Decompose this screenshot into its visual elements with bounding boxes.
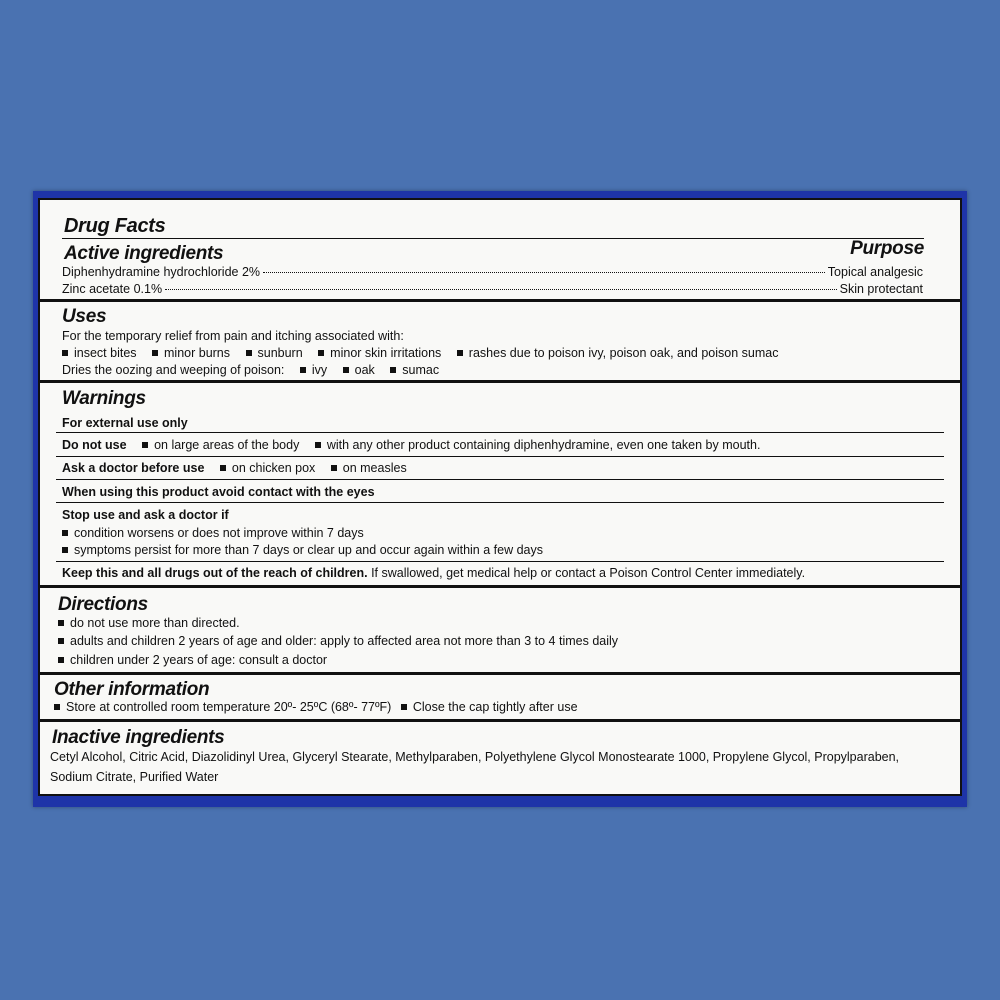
inactive-ingredients-line: Cetyl Alcohol, Citric Acid, Diazolidinyl Urea, Glyceryl Stearate, Methylparaben, Polyethylene Glycol Monostearate 1000, Propylene Glycol, Propylparaben,: [50, 750, 900, 764]
ask-doctor-label: Ask a doctor before use: [62, 461, 205, 475]
active-ingredients-heading: Active ingredients: [64, 243, 224, 264]
use-item: minor skin irritations: [330, 346, 442, 360]
warning-rule: [56, 479, 944, 480]
bullet-icon: [220, 465, 226, 471]
dot-leader: [263, 272, 825, 273]
ask-doctor-item: on measles: [342, 461, 407, 475]
section-divider: [40, 299, 960, 302]
bullet-icon: [152, 350, 158, 356]
direction-item: [58, 616, 240, 631]
bullet-icon: [58, 620, 64, 626]
stop-use-text: symptoms persist for more than 7 days or clear up and occur again within a few days: [74, 543, 543, 557]
use-item: minor burns: [164, 346, 231, 360]
when-using: When using this product avoid contact with the eyes: [62, 485, 375, 499]
stop-use-label: Stop use and ask a doctor if: [62, 508, 229, 522]
bullet-icon: [62, 350, 68, 356]
drug-facts-label: [38, 198, 962, 796]
bullet-icon: [62, 530, 68, 536]
do-not-use-label: Do not use: [62, 438, 127, 452]
keep-bold: Keep this and all drugs out of the reach of children.: [62, 566, 368, 580]
other-information-heading: Other information: [54, 679, 210, 700]
bullet-icon: [318, 350, 324, 356]
ingredient-purpose: Skin protectant: [839, 282, 923, 296]
use-item: rashes due to poison ivy, poison oak, and poison sumac: [468, 346, 779, 360]
use-item: insect bites: [74, 346, 137, 360]
other-information-line: [54, 700, 578, 715]
keep-rest: If swallowed, get medical help or contact a Poison Control Center immediately.: [371, 566, 806, 580]
section-divider: [40, 719, 960, 722]
active-ingredient-row: [62, 265, 923, 280]
do-not-use-item: with any other product containing diphenhydramine, even one taken by mouth.: [326, 438, 761, 452]
external-use: For external use only: [62, 416, 188, 430]
purpose-heading: Purpose: [850, 238, 924, 259]
bullet-icon: [58, 638, 64, 644]
bullet-icon: [401, 704, 407, 710]
bullet-icon: [300, 367, 306, 373]
section-divider: [40, 672, 960, 675]
use-item: sunburn: [257, 346, 303, 360]
bullet-icon: [62, 547, 68, 553]
keep-out-of-reach: [62, 566, 805, 581]
uses-heading: Uses: [62, 306, 107, 327]
ingredient-name: Diphenhydramine hydrochloride 2%: [62, 265, 261, 279]
inactive-ingredients-line: Sodium Citrate, Purified Water: [50, 770, 219, 784]
stop-use-item: [62, 526, 364, 541]
other-information-item: Store at controlled room temperature 20º- 25ºC (68º- 77ºF): [66, 700, 392, 714]
bullet-icon: [331, 465, 337, 471]
bullet-icon: [343, 367, 349, 373]
warning-rule: [56, 432, 944, 433]
dries-item: sumac: [402, 363, 440, 377]
dries-line: [62, 363, 439, 378]
stop-use-text: condition worsens or does not improve within 7 days: [74, 526, 364, 540]
uses-intro: For the temporary relief from pain and itching associated with:: [62, 329, 404, 343]
do-not-use-item: on large areas of the body: [154, 438, 300, 452]
section-divider: [40, 380, 960, 383]
bullet-icon: [142, 442, 148, 448]
other-information-item: Close the cap tightly after use: [412, 700, 578, 714]
warning-rule: [56, 456, 944, 457]
direction-item: [58, 634, 618, 649]
warning-rule: [56, 502, 944, 503]
inactive-ingredients-heading: Inactive ingredients: [52, 727, 225, 748]
bullet-icon: [246, 350, 252, 356]
bullet-icon: [315, 442, 321, 448]
ask-doctor-item: on chicken pox: [231, 461, 316, 475]
active-ingredient-row: [62, 282, 923, 297]
stop-use-item: [62, 543, 543, 558]
direction-text: children under 2 years of age: consult a doctor: [70, 653, 328, 667]
warnings-heading: Warnings: [62, 388, 146, 409]
dries-item: ivy: [311, 363, 328, 377]
ingredient-purpose: Topical analgesic: [827, 265, 923, 279]
ask-doctor-line: [62, 461, 407, 476]
bullet-icon: [390, 367, 396, 373]
bullet-icon: [54, 704, 60, 710]
do-not-use-line: [62, 438, 760, 453]
direction-text: adults and children 2 years of age and older: apply to affected area not more than 3 to 4 times daily: [70, 634, 619, 648]
uses-list: [62, 346, 778, 361]
direction-text: do not use more than directed.: [70, 616, 240, 630]
drug-facts-title: Drug Facts: [64, 215, 166, 237]
dries-item: oak: [354, 363, 375, 377]
bullet-icon: [457, 350, 463, 356]
direction-item: [58, 653, 327, 668]
title-rule: [62, 238, 924, 239]
ingredient-name: Zinc acetate 0.1%: [62, 282, 163, 296]
dries-text: Dries the oozing and weeping of poison:: [62, 363, 285, 377]
section-divider: [40, 585, 960, 588]
bullet-icon: [58, 657, 64, 663]
warning-rule: [56, 561, 944, 562]
directions-heading: Directions: [58, 594, 148, 615]
dot-leader: [165, 289, 837, 290]
